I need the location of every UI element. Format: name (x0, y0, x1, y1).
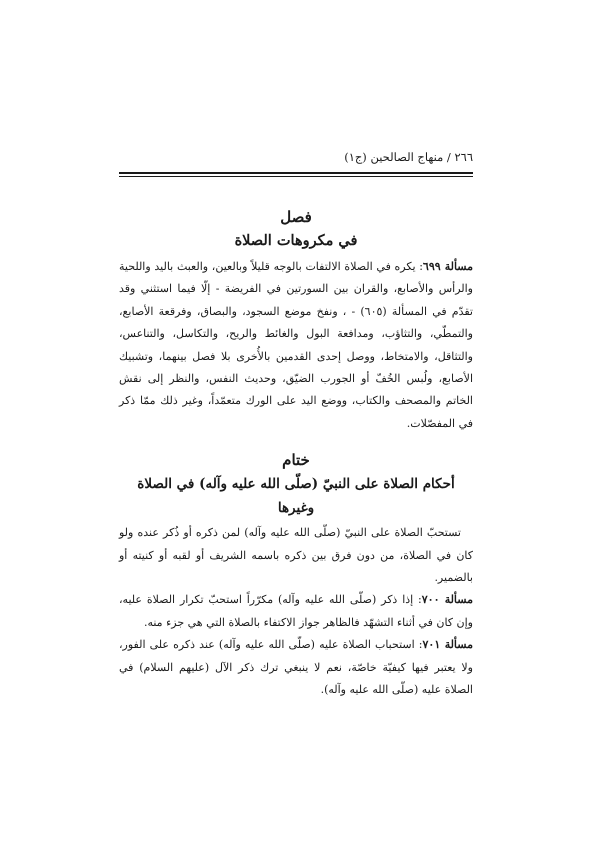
masala-text: : إذا ذكر (صلّى الله عليه وآله) مكرّراً استحبّ تكرار الصلاة عليه، وإن كان في أثناء التشهّد فالظاهر جواز الاكتفاء بالصلاة التي هي جزء منه. (119, 593, 473, 629)
masala-text: : يكره في الصلاة الالتفات بالوجه قليلاً وبالعين، والعبث باليد واللحية والرأس والأصابع، والقران بين السورتين في الفريضة - إلّا فيما استثني وقد تقدّم في المسألة (٦٠٥) - ، ونفخ موضع السجود، والبصاق، وفرقعة الأصابع، والتمطّي، والتثاؤب، ومدافعة البول والغائط والريح، والتكاسل، والتناعس، والتثاقل، والامتخاط، ووصل إحدى القدمين بالأُخرى بلا فصل بينهما، وتشبيك الأصابع، ولُبس الخُفّ أو الجورب الضيّق، وحديث النفس، والنظر إلى نقش الخاتم والمصحف والكتاب، ووضع اليد على الورك متعمّداً، وغير ذلك ممّا ذكر في المفصّلات. (119, 260, 473, 430)
header-rule-thin (119, 176, 473, 177)
running-head: ٢٦٦ / منهاج الصالحين (ج١) (344, 150, 473, 164)
page-body (119, 205, 473, 702)
closing-heading: ختام (282, 451, 310, 470)
masala-label: مسألة ٦٩٩ (422, 260, 473, 273)
section-subheading: في مكروهات الصلاة (234, 232, 358, 249)
masala-700 (119, 589, 473, 634)
closing-subheading: أحكام الصلاة على النبيّ (صلّى الله عليه وآله) في الصلاة وغيرها (137, 476, 455, 517)
masala-label: مسألة ٧٠١ (422, 638, 473, 652)
section-gap (119, 435, 473, 448)
section-heading: فصل (280, 208, 312, 226)
masala-701 (119, 634, 473, 701)
masala-text: : استحباب الصلاة عليه (صلّى الله عليه وآله) عند ذكره على الفور، ولا يعتبر فيها كيفيّة خاصّة، نعم لا ينبغي ترك ذكر الآل (عليهم السلام) في الصلاة عليه (صلّى الله عليه وآله). (119, 638, 473, 697)
masala-699 (119, 256, 473, 435)
masala-label: مسألة ٧٠٠ (421, 593, 473, 607)
closing-intro: تستحبّ الصلاة على النبيّ (صلّى الله عليه وآله) لمن ذكره أو ذُكر عنده ولو كان في الصلاة، من دون فرق بين ذكره باسمه الشريف أو لقبه أو كنيته أو بالضمير. (119, 526, 473, 585)
header-rule-thick (119, 172, 473, 174)
